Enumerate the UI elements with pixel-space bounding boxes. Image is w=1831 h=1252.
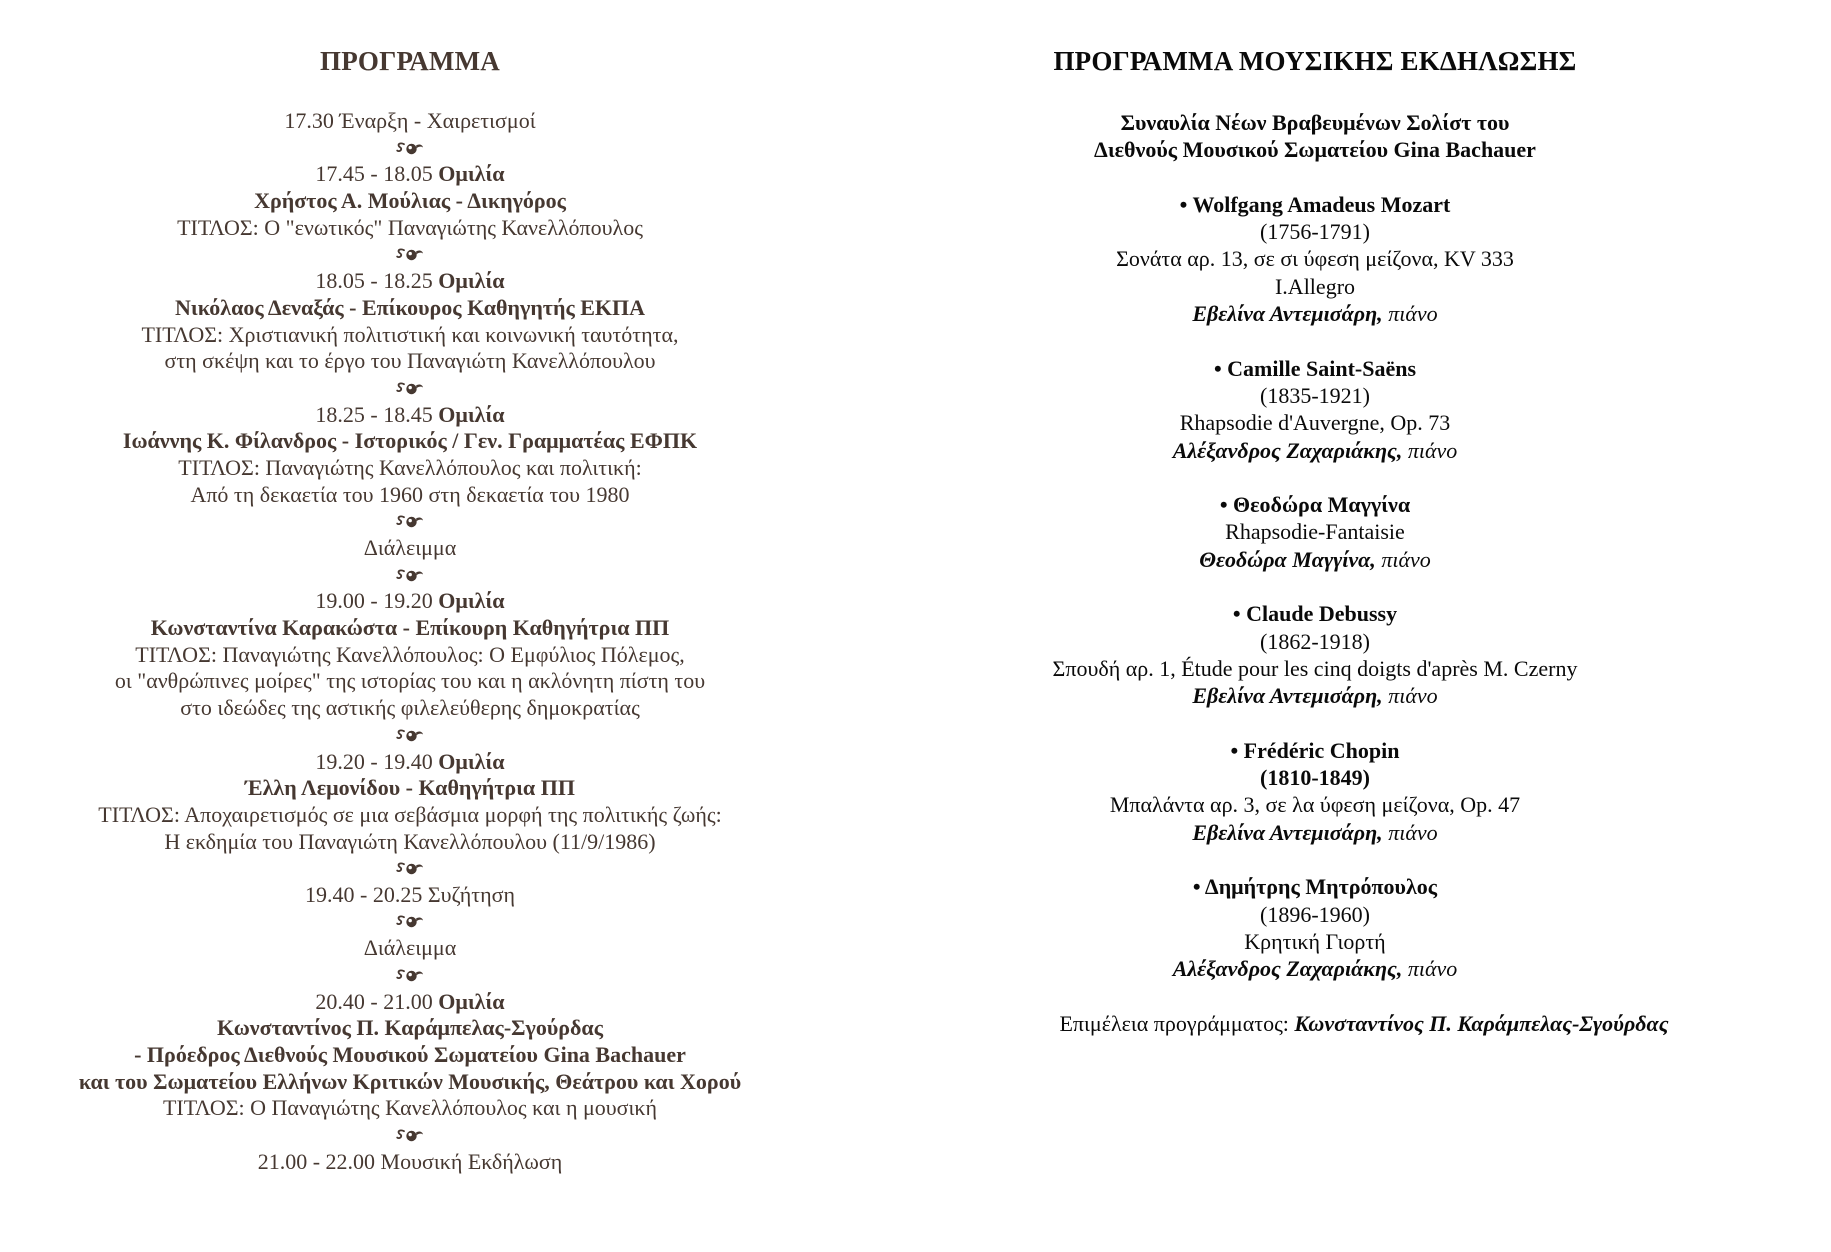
text-segment: (1896-1960) (1260, 901, 1370, 927)
program-line (30, 322, 790, 349)
program-line (30, 428, 790, 455)
text-segment: Νικόλαος Δεναξάς - Επίκουρος Καθηγητής ΕΚΠΑ (174, 294, 646, 320)
text-segment: πιάνο (1382, 683, 1438, 709)
text-segment: 18.05 - 18.25 (315, 268, 439, 294)
text-segment: Ομιλία (438, 748, 505, 774)
text-segment: πιάνο (1402, 437, 1458, 463)
program-line (30, 402, 790, 429)
section-divider-ornament-icon (30, 962, 790, 989)
blank-line (985, 846, 1645, 873)
text-segment: - Πρόεδρος Διεθνούς Μουσικού Σωματείου Gina Bachauer (134, 1042, 686, 1068)
program-line (985, 819, 1645, 846)
program-line (985, 628, 1645, 655)
text-segment: • Δημήτρης Μητρόπουλος (1192, 874, 1438, 900)
program-line (985, 873, 1645, 900)
program-line (30, 161, 790, 188)
program-line (30, 1149, 790, 1176)
text-segment: • Θεοδώρα Μαγγίνα (1219, 492, 1411, 518)
text-segment: Εβελίνα Αντεμισάρη, (1192, 683, 1383, 709)
text-segment: Θεοδώρα Μαγγίνα, (1199, 546, 1376, 572)
program-line (985, 546, 1645, 573)
text-segment: Ομιλία (438, 268, 505, 294)
text-segment: (1835-1921) (1260, 382, 1370, 408)
program-line (30, 749, 790, 776)
right-page-title: ΠΡΟΓΡΑΜΜΑ ΜΟΥΣΙΚΗΣ ΕΚΔΗΛΩΣΗΣ (1053, 46, 1577, 76)
program-line (985, 382, 1645, 409)
text-segment: Κρητική Γιορτή (1244, 928, 1386, 954)
text-segment: 17.45 - 18.05 (315, 161, 439, 187)
program-line (985, 901, 1645, 928)
program-line (30, 295, 790, 322)
blank-line (985, 983, 1645, 1010)
text-segment: • Camille Saint-Saëns (1213, 355, 1417, 381)
blank-line (985, 710, 1645, 737)
text-segment: ΤΙΤΛΟΣ: Παναγιώτης Κανελλόπουλος: Ο Εμφύλιος Πόλεμος, (135, 641, 685, 667)
program-line (30, 1042, 790, 1069)
text-segment: Rhapsodie d'Auvergne, Op. 73 (1179, 410, 1451, 436)
program-line (30, 775, 790, 802)
text-segment: (1756-1791) (1260, 219, 1370, 245)
text-segment: Ιωάννης Κ. Φίλανδρος - Ιστορικός / Γεν. Γραμματέας ΕΦΠΚ (122, 428, 698, 454)
program-line (30, 882, 790, 909)
text-segment: Σπουδή αρ. 1, Étude pour les cinq doigts d'après M. Czerny (1052, 655, 1578, 681)
program-line (30, 695, 790, 722)
blank-line (985, 327, 1645, 354)
text-segment: Διάλειμμα (363, 535, 457, 560)
text-segment: Χρήστος Α. Μούλιας - Δικηγόρος (254, 188, 566, 214)
text-segment: Από τη δεκαετία του 1960 στη δεκαετία του 1980 (190, 481, 630, 507)
program-line (30, 989, 790, 1016)
text-segment: Κωνσταντίνος Π. Καράμπελας-Σγούρδας (1294, 1010, 1669, 1036)
text-segment: Σονάτα αρ. 13, σε σι ύφεση μείζονα, KV 333 (1116, 246, 1514, 272)
blank-line (985, 573, 1645, 600)
program-line (985, 600, 1645, 627)
program-line (30, 802, 790, 829)
program-line (985, 682, 1645, 709)
text-segment: Κωνσταντίνα Καρακώστα - Επίκουρη Καθηγήτρια ΠΠ (150, 615, 670, 641)
program-line (30, 935, 790, 962)
section-divider-ornament-icon (30, 241, 790, 268)
program-line (985, 737, 1645, 764)
text-segment: στη σκέψη και το έργο του Παναγιώτη Κανελλόπουλου (164, 348, 656, 374)
program-line (30, 1015, 790, 1042)
program-line (985, 409, 1645, 436)
program-line (1034, 1010, 1694, 1037)
program-line (30, 455, 790, 482)
music-program-column (985, 109, 1669, 1037)
text-segment: ΤΙΤΛΟΣ: Παναγιώτης Κανελλόπουλος και πολιτική: (178, 454, 642, 480)
text-segment: • Claude Debussy (1232, 601, 1398, 627)
left-page-title: ΠΡΟΓΡΑΜΜΑ (320, 46, 500, 76)
text-segment: Επιμέλεια προγράμματος: (1059, 1010, 1295, 1036)
section-divider-ornament-icon (30, 135, 790, 162)
text-segment: Εβελίνα Αντεμισάρη, (1192, 819, 1383, 845)
program-line (30, 615, 790, 642)
program-line (985, 518, 1645, 545)
text-segment: Ομιλία (438, 588, 505, 614)
text-segment: 19.00 - 19.20 (315, 588, 439, 614)
text-segment: πιάνο (1382, 301, 1438, 327)
program-line (985, 928, 1645, 955)
text-segment: 19.20 - 19.40 (315, 748, 439, 774)
text-segment: Rhapsodie-Fantaisie (1225, 519, 1405, 545)
text-segment: • Wolfgang Amadeus Mozart (1179, 191, 1451, 217)
section-divider-ornament-icon (30, 375, 790, 402)
text-segment: πιάνο (1375, 546, 1431, 572)
program-line (985, 491, 1645, 518)
text-segment: Συναυλία Νέων Βραβευμένων Σολίστ του (1120, 110, 1510, 135)
text-segment: Ομιλία (438, 988, 505, 1014)
text-segment: και του Σωματείου Ελλήνων Κριτικών Μουσικής, Θεάτρου και Χορού (78, 1068, 742, 1094)
text-segment: Έλλη Λεμονίδου - Καθηγήτρια ΠΠ (245, 775, 575, 801)
text-segment: • Frédéric Chopin (1230, 737, 1400, 763)
text-segment: I.Allegro (1274, 273, 1356, 299)
program-line (985, 355, 1645, 382)
program-line (30, 668, 790, 695)
text-segment: Ομιλία (438, 401, 505, 427)
section-divider-ornament-icon (30, 1122, 790, 1149)
text-segment: ΤΙΤΛΟΣ: Ο "ενωτικός" Παναγιώτης Κανελλόπουλος (177, 214, 643, 240)
text-segment: 19.40 - 20.25 Συζήτηση (305, 881, 515, 907)
program-line (30, 348, 790, 375)
text-segment: 21.00 - 22.00 Μουσική Εκδήλωση (257, 1148, 563, 1174)
text-segment: Ομιλία (438, 161, 505, 187)
program-line (985, 273, 1645, 300)
program-line (30, 215, 790, 242)
section-divider-ornament-icon (30, 855, 790, 882)
text-segment: (1810-1849) (1260, 765, 1370, 791)
program-line (985, 764, 1645, 791)
section-divider-ornament-icon (30, 722, 790, 749)
text-segment: πιάνο (1382, 819, 1438, 845)
event-schedule-column (30, 108, 790, 1176)
program-line (985, 109, 1645, 136)
section-divider-ornament-icon (30, 909, 790, 936)
program-line (30, 535, 790, 562)
text-segment: (1862-1918) (1260, 628, 1370, 654)
program-line (30, 829, 790, 856)
text-segment: Εβελίνα Αντεμισάρη, (1192, 301, 1383, 327)
text-segment: Αλέξανδρος Ζαχαριάκης, (1172, 956, 1403, 982)
blank-line (985, 164, 1645, 191)
text-segment: 20.40 - 21.00 (315, 988, 439, 1014)
program-line (985, 191, 1645, 218)
section-divider-ornament-icon (30, 508, 790, 535)
section-divider-ornament-icon (30, 562, 790, 589)
program-line (30, 642, 790, 669)
text-segment: Διεθνούς Μουσικού Σωματείου Gina Bachauer (1094, 137, 1536, 163)
program-line (985, 437, 1645, 464)
text-segment: Αλέξανδρος Ζαχαριάκης, (1172, 437, 1403, 463)
text-segment: Διάλειμμα (363, 935, 457, 961)
program-line (985, 218, 1645, 245)
text-segment: Η εκδημία του Παναγιώτη Κανελλόπουλου (11/9/1986) (164, 828, 656, 854)
program-line (30, 108, 790, 135)
text-segment: πιάνο (1402, 956, 1458, 982)
program-line (30, 268, 790, 295)
text-segment: Κωνσταντίνος Π. Καράμπελας-Σγούρδας (217, 1015, 603, 1041)
text-segment: στο ιδεώδες της αστικής φιλελεύθερης δημοκρατίας (180, 695, 640, 721)
program-line (30, 1095, 790, 1122)
text-segment: οι "ανθρώπινες μοίρες" της ιστορίας του και η ακλόνητη πίστη του (114, 668, 706, 694)
program-line (985, 300, 1645, 327)
text-segment: ΤΙΤΛΟΣ: Ο Παναγιώτης Κανελλόπουλος και η μουσική (162, 1095, 658, 1121)
text-segment: ΤΙΤΛΟΣ: Αποχαιρετισμός σε μια σεβάσμια μορφή της πολιτικής ζωής: (98, 801, 722, 827)
blank-line (985, 464, 1645, 491)
program-line (30, 588, 790, 615)
program-line (985, 955, 1645, 982)
text-segment: 18.25 - 18.45 (315, 401, 439, 427)
program-line (30, 188, 790, 215)
program-line (30, 1069, 790, 1096)
program-line (985, 791, 1645, 818)
text-segment: Μπαλάντα αρ. 3, σε λα ύφεση μείζονα, Op. 47 (1109, 792, 1521, 818)
program-line (30, 482, 790, 509)
text-segment: 17.30 Έναρξη - Χαιρετισμοί (284, 108, 536, 133)
program-line (985, 245, 1645, 272)
text-segment: ΤΙΤΛΟΣ: Χριστιανική πολιτιστική και κοινωνική ταυτότητα, (141, 321, 679, 347)
program-line (985, 655, 1645, 682)
program-line (985, 136, 1645, 163)
